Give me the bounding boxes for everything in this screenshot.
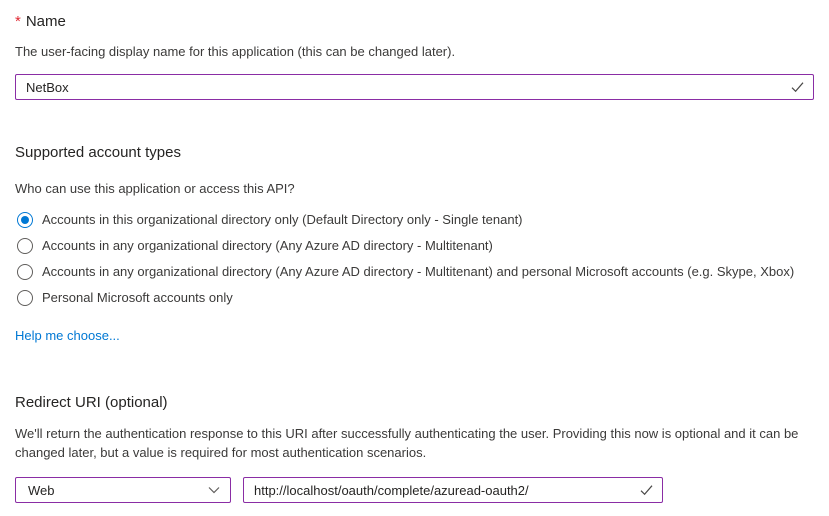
chevron-down-icon [208, 486, 220, 494]
platform-select[interactable] [15, 477, 231, 503]
redirect-uri-section [15, 393, 814, 503]
help-me-choose-link[interactable]: Help me choose... [15, 328, 120, 343]
radio-button[interactable] [17, 238, 33, 254]
redirect-uri-row [15, 477, 814, 503]
radio-button[interactable] [17, 264, 33, 280]
account-type-label: Accounts in any organizational directory (Any Azure AD directory - Multitenant) and personal Microsoft accounts (e.g. Skype, Xbox) [42, 264, 795, 279]
account-type-option[interactable] [15, 285, 814, 311]
account-type-option[interactable] [15, 207, 814, 233]
name-field-label: Name [25, 13, 66, 30]
radio-button[interactable] [17, 290, 33, 306]
radio-button[interactable] [17, 212, 33, 228]
name-input[interactable] [15, 74, 814, 100]
account-type-option[interactable] [15, 233, 814, 259]
name-field-description: The user-facing display name for this application (this can be changed later). [15, 44, 456, 59]
account-type-label: Personal Microsoft accounts only [42, 290, 233, 305]
platform-select-value: Web [28, 482, 55, 498]
supported-account-types-section [15, 143, 814, 345]
name-field-heading [15, 12, 814, 32]
required-asterisk: * [15, 13, 21, 30]
account-type-label: Accounts in any organizational directory (Any Azure AD directory - Multitenant) [42, 238, 493, 253]
redirect-uri-input-container [243, 477, 663, 503]
redirect-uri-description: We'll return the authentication response to this URI after successfully authenticating the user. Providing this now is optional and it can be changed later, but a value is required for most authentication scenarios. [15, 426, 799, 460]
redirect-uri-input[interactable] [243, 477, 663, 503]
account-types-question: Who can use this application or access this API? [15, 181, 295, 196]
redirect-uri-heading: Redirect URI (optional) [15, 394, 168, 411]
account-type-option[interactable] [15, 259, 814, 285]
account-type-label: Accounts in this organizational directory only (Default Directory only - Single tenant) [42, 212, 523, 227]
name-input-container [15, 74, 814, 100]
supported-account-types-heading: Supported account types [15, 144, 181, 161]
